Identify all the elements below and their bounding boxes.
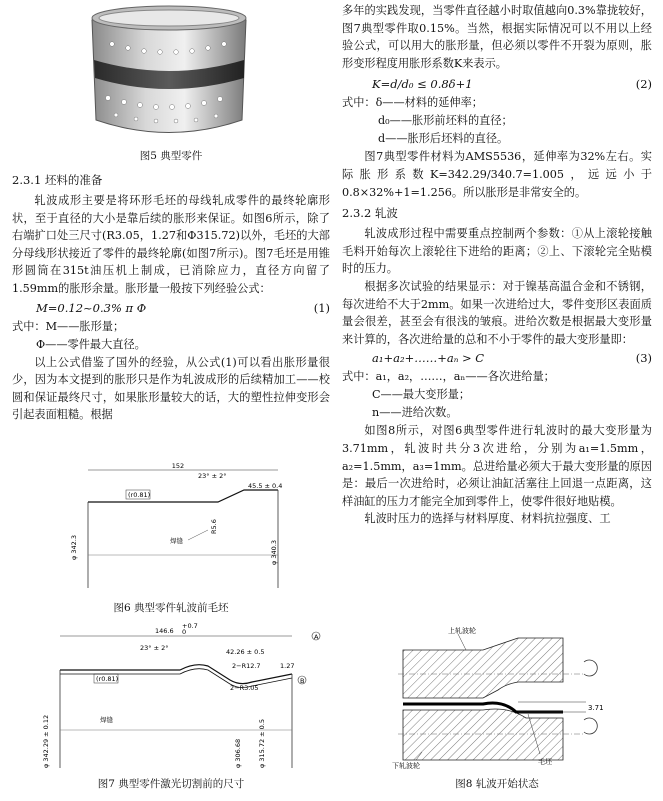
dim-label: 23° ± 2° <box>198 472 227 480</box>
dim-label: 152 <box>171 462 185 470</box>
definition: d₀——胀形前坯料的直径； <box>378 114 513 128</box>
definition: C——最大变形量； <box>372 388 471 402</box>
datum-label: B <box>300 677 305 685</box>
dim-label: φ 342.3 <box>70 535 78 560</box>
formula-2 <box>342 74 652 94</box>
paragraph: 多年的实践发现，当零件直径越小时取值越向0.3%靠拢较好，图7典型零件取0.15%。当然，根据实际情况可以不用以上经验公式，可以用大的胀形量，但必须以零件不开裂为原则，胀形变形程度用胀形系数K来表示。 <box>342 4 652 70</box>
laser-cut-drawing <box>30 622 330 772</box>
dim-label: φ 342.29 ± 0.12 <box>42 714 50 768</box>
dim-label: 2−R3.05 <box>230 684 259 692</box>
figure-7-caption: 图7 典型零件激光切割前的尺寸 <box>97 778 245 790</box>
figure-5-ring-photo <box>84 0 254 142</box>
dim-label: (r0.81) <box>96 675 119 683</box>
label-upper-roller: 上轧波轮 <box>448 627 476 635</box>
dim-label: 2−R12.7 <box>232 662 261 670</box>
datum-label: A <box>314 633 319 641</box>
definition: Φ——零件最大直径。 <box>36 337 146 351</box>
definition: n——进给次数。 <box>372 406 458 420</box>
paragraph: 轧波时压力的选择与材料厚度、材料抗拉强度、工 <box>364 512 611 526</box>
label-lower-roller: 下轧波轮 <box>392 762 420 770</box>
definition: 式中：a₁，a₂，……，aₙ——各次进给量； <box>342 370 555 384</box>
dim-label: (r0.81) <box>128 491 151 499</box>
dim-label: φ 306.68 <box>234 738 242 768</box>
dim-label: 3.71 <box>588 704 604 712</box>
paragraph: 如图8所示，对图6典型零件进行轧波时的最大变形量为3.71mm，轧波时共分3次进给，分别为a₁=1.5mm，a₂=1.5mm，a₃=1mm。总进给量必须大于最大变形量的原因是：最后一次进给时，必须让油缸活塞往上回退一点距离，这样油缸的压力才能完全加到零件上，使零件很好地贴模。 <box>342 424 652 508</box>
definition: d——胀形后坯料的直径。 <box>378 132 509 146</box>
label-blank: 毛坯 <box>538 758 552 766</box>
formula-3-number: (3) <box>635 351 652 366</box>
paragraph: 图7典型零件材料为AMS5536，延伸率为32%左右。实际胀形系数K=342.29/340.7=1.005，远远小于0.8×32%+1=1.256。所以胀形是非常安全的。 <box>342 150 652 199</box>
formula-3 <box>342 348 652 368</box>
ring-illustration <box>84 0 254 142</box>
paragraph: 以上公式借鉴了国外的经验，从公式(1)可以看出胀形量很少，因为本文提到的胀形只是作为轧波成形的后续精加工——校圆和保证最终尺寸，如果胀形量较大的话，大的塑性拉伸变形会引起表面粗糙。根据 <box>12 355 330 422</box>
definition: 式中：M——胀形量； <box>12 319 125 333</box>
figure-7-drawing <box>30 622 330 772</box>
paragraph: 轧波成形过程中需要重点控制两个参数：①从上滚轮接触毛料开始每次上滚轮往下进给的距离；②上、下滚轮完全贴模时的压力。 <box>342 227 652 276</box>
figure-6-caption: 图6 典型零件轧波前毛坯 <box>113 602 229 614</box>
dim-label: 42.26 ± 0.5 <box>226 648 265 656</box>
formula-2-number: (2) <box>635 77 652 92</box>
formula-3-expression: a₁+a₂+……+aₙ > C <box>372 351 485 366</box>
dim-label: 23° ± 2° <box>140 644 169 652</box>
formula-1 <box>12 298 330 318</box>
figure-8-caption: 图8 轧波开始状态 <box>455 778 539 790</box>
dim-label: 146.6 <box>155 627 174 635</box>
paragraph: 轧波成形主要是将环形毛坯的母线轧成零件的最终轮廓形状，至于直径的大小是靠后续的胀形来保证。如图6所示，除了右端扩口处三尺寸(R3.05，1.27和Φ315.72)以外，毛坯的大部分母线形状接近了零件的最终轮廓(如图7所示)。图7毛坯是用锥形圆筒在315t油压机上制成，已消除应力，直径方向留了1.59mm的胀形余量。胀形量一般按下列经验公式： <box>12 194 330 295</box>
dim-label: φ 315.72 ± 0.5 <box>258 718 266 768</box>
definition: 式中：δ——材料的延伸率； <box>342 96 483 110</box>
paragraph: 根据多次试验的结果显示：对于镍基高温合金和不锈钢，每次进给不大于2mm。如果一次进给过大，零件变形区表面质量会很差，甚至会有很浅的皱痕。进给次数是根据最大变形量来计算的，各次进给量的总和不小于零件的最大变形量即： <box>342 279 652 346</box>
section-heading-2-3-1: 2.3.1 坯料的准备 <box>12 173 103 187</box>
formula-2-expression: K=d/d₀ ≤ 0.8δ+1 <box>372 77 473 92</box>
dim-label: 焊缝 <box>170 537 183 545</box>
rolling-state-drawing <box>388 624 618 770</box>
dim-label: 1.27 <box>280 662 295 670</box>
figure-5-caption: 图5 典型零件 <box>139 150 203 162</box>
figure-8-drawing <box>388 624 618 770</box>
dim-label: +0.7 <box>182 622 198 630</box>
dim-label: R5.6 <box>210 519 218 534</box>
dim-label: 焊缝 <box>100 716 113 724</box>
dim-label: 0 <box>182 628 187 636</box>
formula-1-number: (1) <box>313 300 330 315</box>
dim-label: 45.5 ± 0.4 <box>248 482 283 490</box>
formula-1-expression: M=0.12~0.3% π Φ <box>36 300 147 315</box>
blank-drawing <box>48 460 318 592</box>
dim-label: φ 340.3 <box>270 540 278 565</box>
section-heading-2-3-2: 2.3.2 轧波 <box>342 206 398 221</box>
figure-6-drawing <box>48 460 318 592</box>
